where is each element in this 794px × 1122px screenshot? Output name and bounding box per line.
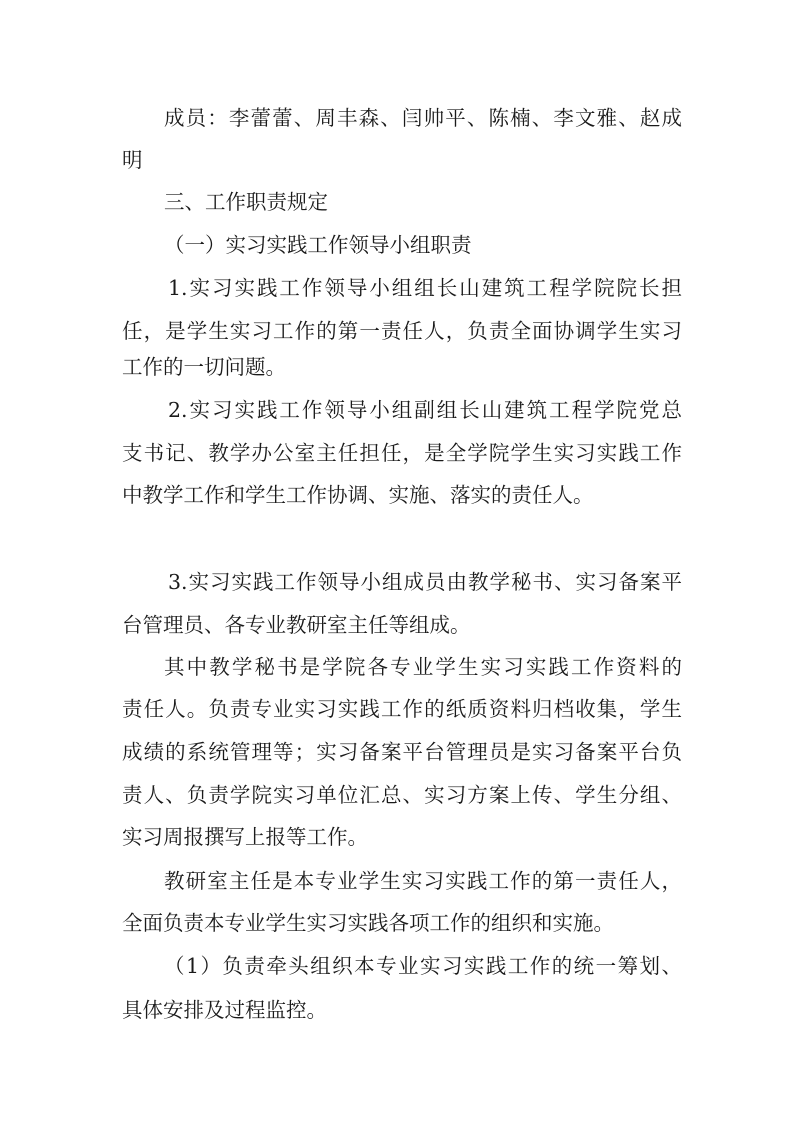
- members-line-continued: 明: [122, 148, 143, 172]
- paragraph-4-line-1: 其中教学秘书是学院各专业学生实习实践工作资料的: [164, 655, 682, 679]
- paragraph-3-line-1: 3.实习实践工作领导小组成员由教学秘书、实习备案平: [168, 570, 682, 594]
- paragraph-5-line-1: 教研室主任是本专业学生实习实践工作的第一责任人，: [164, 869, 682, 893]
- paragraph-4-line-4: 责人、负责学院实习单位汇总、实习方案上传、学生分组、: [122, 783, 682, 807]
- paragraph-2-line-1: 2.实习实践工作领导小组副组长山建筑工程学院党总: [168, 398, 682, 422]
- list-item-1-line-1: （1）负责牵头组织本专业实习实践工作的统一筹划、: [164, 954, 682, 978]
- members-line: 成员：李蕾蕾、周丰森、闫帅平、陈楠、李文雅、赵成: [164, 106, 682, 130]
- paragraph-4-line-5: 实习周报撰写上报等工作。: [122, 825, 368, 849]
- paragraph-3-line-2: 台管理员、各专业教研室主任等组成。: [122, 613, 471, 637]
- paragraph-4-line-2: 责任人。负责专业实习实践工作的纸质资料归档收集，学生: [122, 697, 682, 721]
- paragraph-2-line-3: 中教学工作和学生工作协调、实施、落实的责任人。: [122, 483, 594, 507]
- paragraph-1-line-2: 任，是学生实习工作的第一责任人，负责全面协调学生实习: [122, 319, 682, 343]
- paragraph-2-line-2: 支书记、教学办公室主任担任，是全学院学生实习实践工作: [122, 441, 682, 465]
- list-item-1-line-2: 具体安排及过程监控。: [122, 998, 327, 1022]
- paragraph-1-line-3: 工作的一切问题。: [122, 355, 286, 379]
- paragraph-5-line-2: 全面负责本专业学生实习实践各项工作的组织和实施。: [122, 911, 614, 935]
- paragraph-1-line-1: 1.实习实践工作领导小组组长山建筑工程学院院长担: [168, 276, 682, 300]
- subsection-heading: （一）实习实践工作领导小组职责: [164, 233, 472, 257]
- section-heading: 三、工作职责规定: [164, 190, 328, 214]
- paragraph-4-line-3: 成绩的系统管理等；实习备案平台管理员是实习备案平台负: [122, 740, 682, 764]
